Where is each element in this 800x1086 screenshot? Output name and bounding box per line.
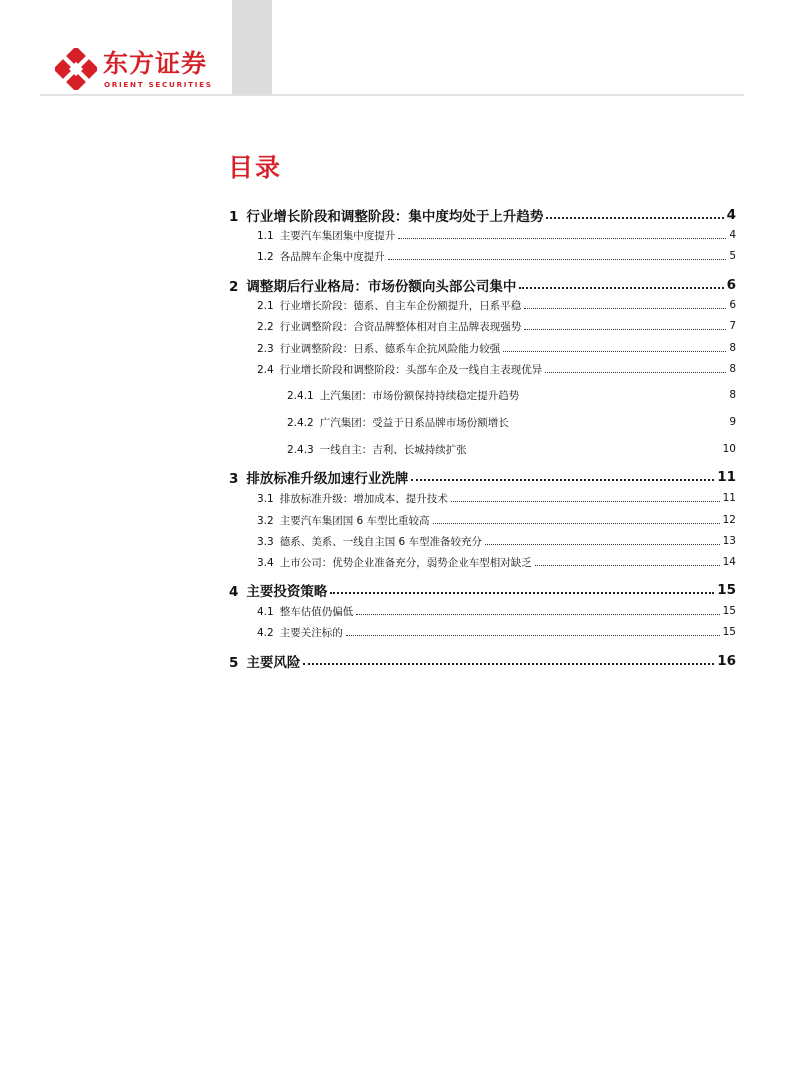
header-gray-band [232, 0, 272, 96]
toc-entry-text: 德系、美系、一线自主国 6 车型准备较充分 [279, 535, 483, 548]
toc-entry-page: 15 [717, 582, 736, 598]
toc-title: 目录 [228, 153, 283, 182]
toc-entry[interactable] [257, 601, 736, 621]
toc-entry-page: 7 [729, 320, 736, 332]
logo-chinese-name: 东方证券 [103, 49, 208, 78]
dot-leader [388, 259, 727, 260]
toc-entry[interactable] [257, 316, 736, 336]
dot-leader [411, 479, 714, 481]
toc-entry-text: 调整期后行业格局：市场份额向头部公司集中 [246, 279, 517, 295]
toc-entry-number: 2.2 [257, 320, 274, 333]
toc-entry-text: 广汽集团：受益于日系品牌市场份额增长 [319, 416, 509, 429]
toc-entry-page: 9 [729, 416, 736, 428]
dot-leader [330, 592, 714, 594]
toc-entry-text: 排放标准升级加速行业洗牌 [246, 471, 409, 487]
company-logo [55, 48, 235, 90]
toc-entry-page: 10 [722, 443, 736, 455]
toc-entry[interactable] [257, 359, 736, 379]
toc-entry[interactable] [257, 622, 736, 642]
toc-entry-text: 行业调整阶段：日系、德系车企抗风险能力较强 [279, 342, 501, 355]
toc-entry[interactable] [257, 295, 736, 315]
toc-entry-number: 3.1 [257, 492, 274, 505]
toc-entry-page: 11 [722, 492, 736, 504]
toc-entry-number: 2.1 [257, 299, 274, 312]
dot-leader [546, 217, 723, 219]
toc-entry[interactable] [229, 275, 736, 295]
toc-entry-text: 一线自主：吉利、长城持续扩张 [319, 443, 467, 456]
dot-leader [535, 565, 720, 566]
toc-entry-page: 13 [722, 535, 736, 547]
dot-leader [356, 614, 719, 615]
toc-entry-page: 5 [729, 250, 736, 262]
toc-entry-page: 8 [729, 389, 736, 401]
toc-entry-number: 4.2 [257, 626, 274, 639]
dot-leader [519, 287, 723, 289]
toc-entry-number: 1.1 [257, 229, 274, 242]
dot-leader [485, 544, 720, 545]
toc-entry-page: 12 [722, 514, 736, 526]
toc-entry-number: 4 [229, 584, 239, 600]
toc-entry-text: 行业增长阶段和调整阶段：头部车企及一线自主表现优异 [279, 363, 543, 376]
orient-logo-icon [55, 48, 97, 90]
dot-leader [303, 663, 714, 665]
toc-entry-page: 4 [729, 229, 736, 241]
toc-entry-number: 3 [229, 471, 239, 487]
toc-entry[interactable] [257, 338, 736, 358]
toc-entry[interactable] [287, 439, 736, 459]
toc-entry-number: 3.3 [257, 535, 274, 548]
toc-entry[interactable] [257, 246, 736, 266]
toc-entry[interactable] [229, 651, 736, 671]
toc-entry-number: 5 [229, 655, 239, 671]
toc-entry-page: 11 [717, 469, 736, 485]
toc-entry[interactable] [257, 488, 736, 508]
toc-entry-text: 主要汽车集团国 6 车型比重较高 [279, 514, 430, 527]
dot-leader [451, 501, 720, 502]
toc-entry-page: 8 [729, 342, 736, 354]
toc-entry[interactable] [257, 531, 736, 551]
toc-entry-text: 各品牌车企集中度提升 [279, 250, 385, 263]
header-divider [40, 94, 744, 96]
toc-entry-number: 2.4 [257, 363, 274, 376]
logo-english-name: ORIENT SECURITIES [104, 80, 213, 89]
toc-entry-text: 主要汽车集团集中度提升 [279, 229, 396, 242]
toc-entry-text: 行业增长阶段和调整阶段：集中度均处于上升趋势 [246, 209, 544, 225]
toc-entry-number: 2.4.2 [287, 416, 314, 429]
dot-leader [524, 308, 726, 309]
dot-leader [503, 351, 726, 352]
toc-entry[interactable] [257, 510, 736, 530]
toc-entry-text: 上市公司：优势企业准备充分，弱势企业车型相对缺乏 [279, 556, 532, 569]
toc-entry-page: 6 [729, 299, 736, 311]
dot-leader [433, 523, 720, 524]
toc-entry-page: 14 [722, 556, 736, 568]
dot-leader [346, 635, 720, 636]
toc-entry[interactable] [229, 205, 736, 225]
toc-entry-number: 1 [229, 209, 239, 225]
dot-leader [524, 329, 726, 330]
toc-entry[interactable] [287, 385, 736, 405]
toc-entry-number: 2.4.1 [287, 389, 314, 402]
toc-entry-text: 主要投资策略 [246, 584, 328, 600]
toc-entry-page: 6 [726, 277, 736, 293]
toc-entry-number: 2 [229, 279, 239, 295]
toc-entry-number: 4.1 [257, 605, 274, 618]
toc-entry-page: 16 [717, 653, 736, 669]
toc-entry[interactable] [287, 412, 736, 432]
toc-entry-number: 1.2 [257, 250, 274, 263]
toc-entry[interactable] [229, 580, 736, 600]
toc-entry-text: 主要风险 [246, 655, 301, 671]
toc-entry-page: 15 [722, 605, 736, 617]
dot-leader [545, 372, 726, 373]
toc-entry-text: 行业增长阶段：德系、自主车企份额提升，日系平稳 [279, 299, 522, 312]
toc-entry-text: 排放标准升级：增加成本、提升技术 [279, 492, 448, 505]
toc-entry-number: 3.4 [257, 556, 274, 569]
toc-entry-page: 15 [722, 626, 736, 638]
toc-entry-page: 4 [726, 207, 736, 223]
toc-entry[interactable] [257, 552, 736, 572]
toc-entry-number: 2.3 [257, 342, 274, 355]
toc-entry-number: 2.4.3 [287, 443, 314, 456]
toc-entry-text: 主要关注标的 [279, 626, 343, 639]
toc-entry-text: 整车估值仍偏低 [279, 605, 354, 618]
dot-leader [398, 238, 726, 239]
toc-entry[interactable] [229, 467, 736, 487]
toc-entry[interactable] [257, 225, 736, 245]
toc-entry-text: 行业调整阶段：合资品牌整体相对自主品牌表现强势 [279, 320, 522, 333]
toc-entry-text: 上汽集团：市场份额保持持续稳定提升趋势 [319, 389, 520, 402]
toc-entry-page: 8 [729, 363, 736, 375]
toc-entry-number: 3.2 [257, 514, 274, 527]
